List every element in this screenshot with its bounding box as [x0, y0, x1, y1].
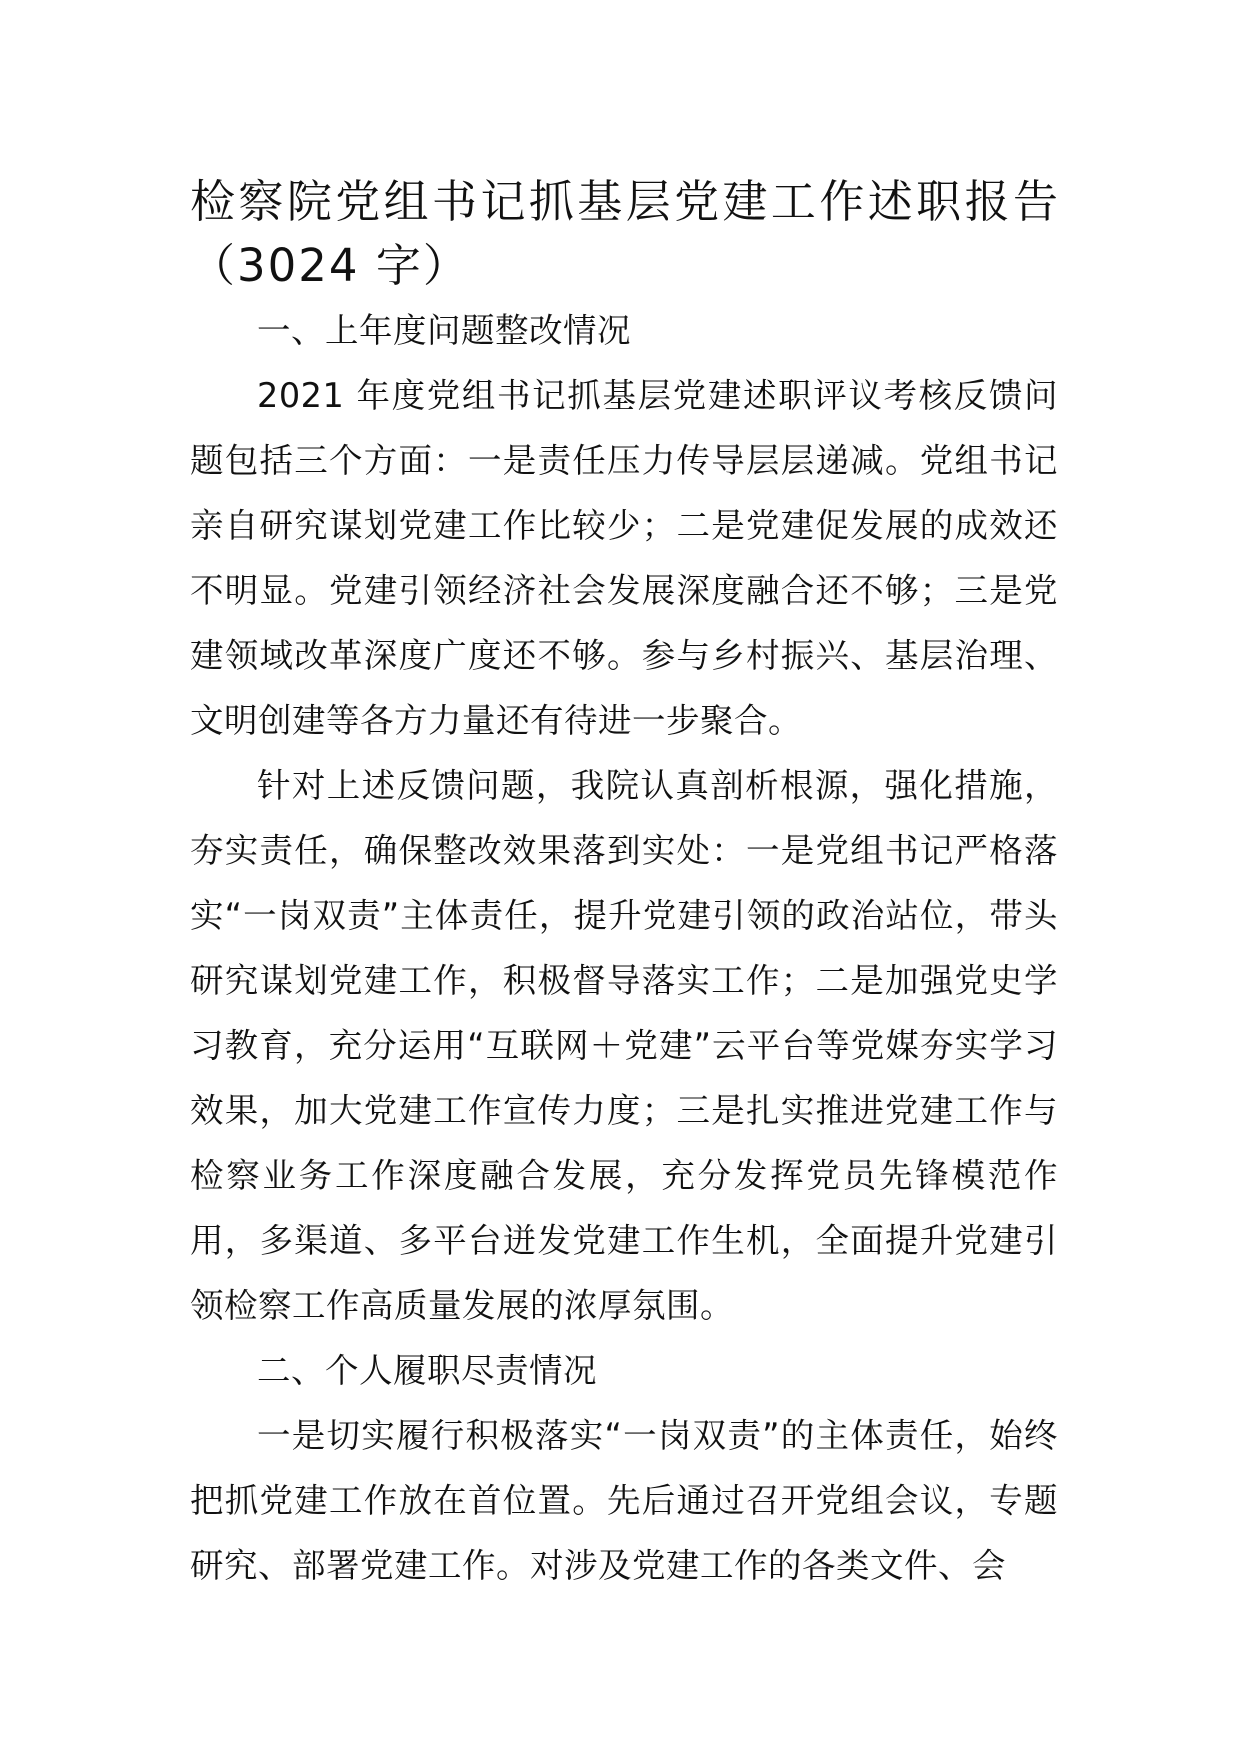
paragraph-2: 针对上述反馈问题，我院认真剖析根源，强化措施，夯实责任，确保整改效果落到实处：一是党组书记严格落实“一岗双责”主体责任，提升党建引领的政治站位，带头研究谋划党建工作，积极督导落实工作；二是加强党史学习教育，充分运用“互联网＋党建”云平台等党媒夯实学习效果，加大党建工作宣传力度；三是扎实推进党建工作与检察业务工作深度融合发展，充分发挥党员先锋模范作用，多渠道、多平台迸发党建工作生机，全面提升党建引领检察工作高质量发展的浓厚氛围。 — [190, 766, 1058, 1325]
section-heading-1: 一、上年度问题整改情况 — [257, 311, 631, 350]
paragraph-3: 一是切实履行积极落实“一岗双责”的主体责任，始终把抓党建工作放在首位置。先后通过召开党组会议，专题研究、部署党建工作。对涉及党建工作的各类文件、会 — [190, 1416, 1058, 1585]
paragraph-1: 2021 年度党组书记抓基层党建述职评议考核反馈问题包括三个方面：一是责任压力传导层层递减。党组书记亲自研究谋划党建工作比较少；二是党建促发展的成效还不明显。党建引领经济社会发展深度融合还不够；三是党建领域改革深度广度还不够。参与乡村振兴、基层治理、文明创建等各方力量还有待进一步聚合。 — [190, 376, 1058, 740]
document-title: 检察院党组书记抓基层党建工作述职报告（3024 字） — [190, 175, 1060, 292]
section-heading-2: 二、个人履职尽责情况 — [257, 1351, 597, 1390]
document-body — [190, 298, 1058, 1598]
